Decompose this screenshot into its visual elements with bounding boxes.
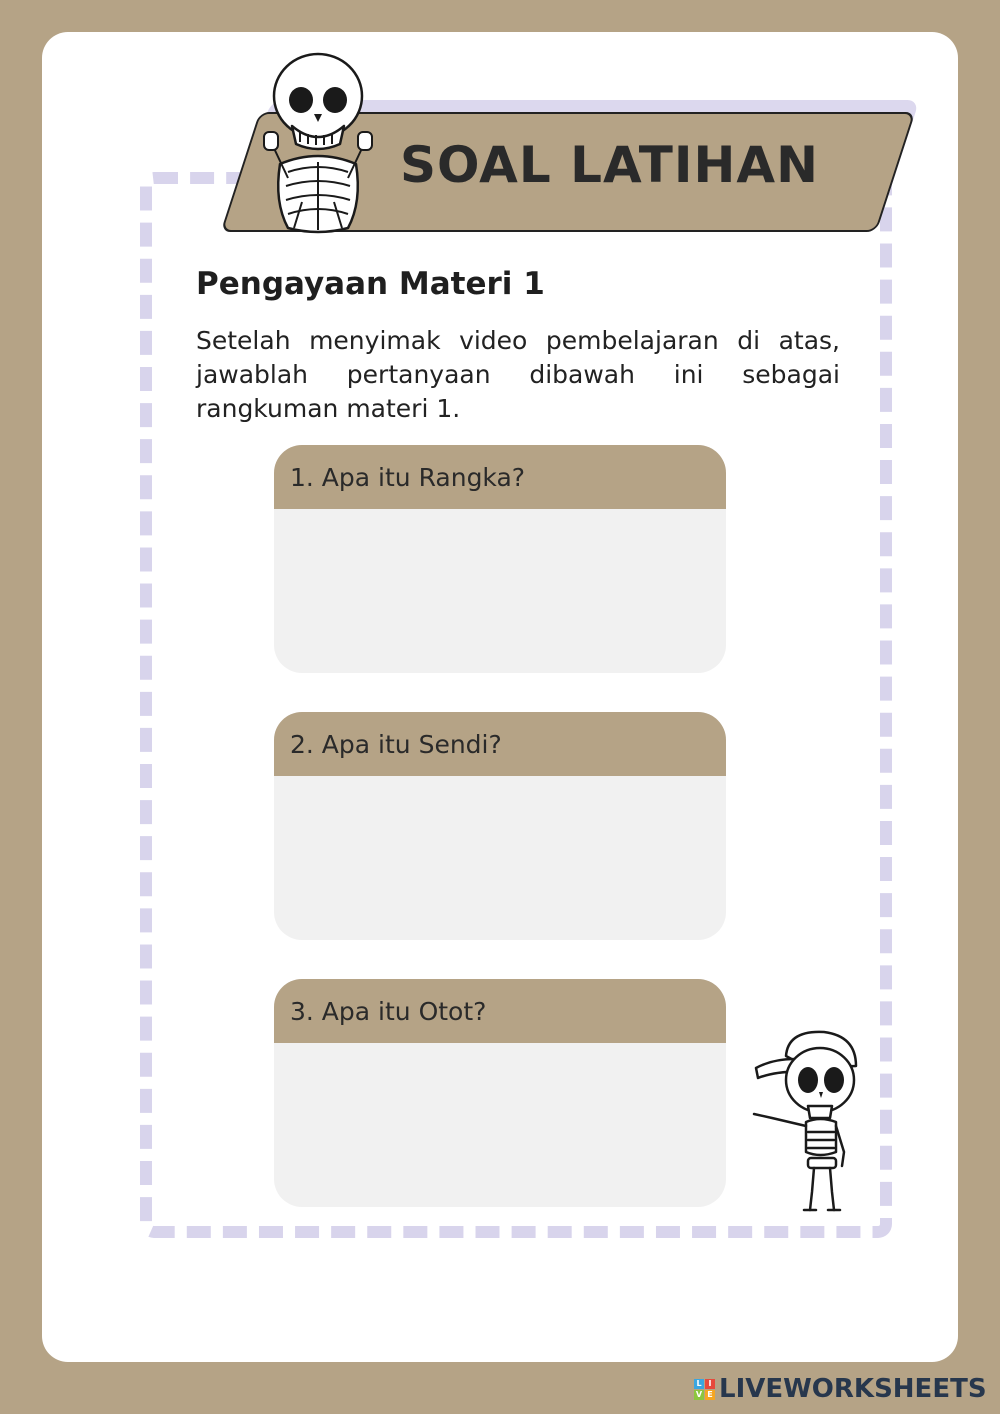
question-card-1 <box>274 445 726 673</box>
instruction-text: Setelah menyimak video pembelajaran di atas, jawablah pertanyaan dibawah ini sebagai rangkuman materi 1. <box>196 326 840 423</box>
section-title: Pengayaan Materi 1 <box>196 266 545 302</box>
logo-text: LIVEWORKSHEETS <box>719 1374 987 1404</box>
skeleton-cap-icon <box>748 1026 864 1216</box>
question-label: 3. Apa itu Otot? <box>274 979 726 1043</box>
answer-field-2[interactable] <box>274 776 726 940</box>
question-label: 2. Apa itu Sendi? <box>274 712 726 776</box>
skeleton-sitting-icon <box>258 52 378 238</box>
question-card-2 <box>274 712 726 940</box>
answer-field-3[interactable] <box>274 1043 726 1207</box>
question-label: 1. Apa itu Rangka? <box>274 445 726 509</box>
logo-mark: L I V E <box>694 1379 715 1400</box>
question-card-3 <box>274 979 726 1207</box>
liveworksheets-logo-icon <box>694 1374 987 1404</box>
page-title: SOAL LATIHAN <box>400 136 819 194</box>
answer-field-1[interactable] <box>274 509 726 673</box>
